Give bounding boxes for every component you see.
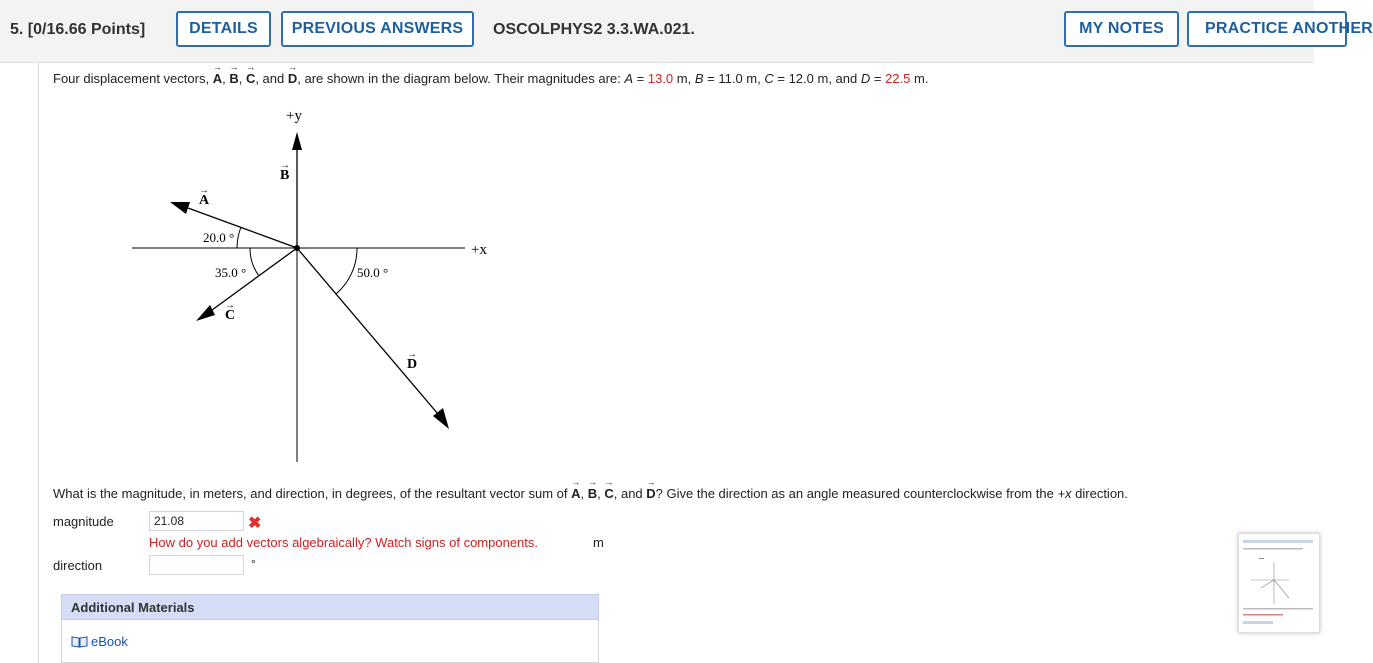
ebook-link[interactable] [71, 634, 128, 649]
question-part-2: ? Give the direction as an angle measured counterclockwise from the [655, 486, 1058, 501]
problem-statement [53, 71, 928, 86]
question-left-rule [38, 62, 39, 663]
vector-d-label-arrow: → [407, 349, 417, 360]
incorrect-icon: ✖ [248, 515, 262, 532]
direction-label: direction [53, 558, 103, 573]
magnitude-b-value: 11.0 [718, 71, 743, 86]
vector-b-label-arrow: → [280, 160, 290, 171]
vector-b-label: B [280, 168, 290, 183]
question-text [53, 486, 1128, 501]
vector-a-label: A [199, 193, 210, 208]
additional-materials-panel [61, 619, 599, 663]
magnitude-a-value: 13.0 [647, 71, 674, 86]
question-part-3: direction. [1071, 486, 1128, 501]
angle-d-label: 50.0 ° [357, 265, 389, 280]
angle-c-arc [250, 248, 259, 276]
magnitude-unit: m [593, 535, 604, 550]
question-points-label: 5. [0/16.66 Points] [10, 21, 146, 38]
vector-c-label-arrow: → [225, 300, 235, 311]
prompt-separator: , [222, 71, 230, 86]
prompt-end: m. [910, 71, 929, 86]
previous-answers-button[interactable]: PREVIOUS ANSWERS [281, 11, 474, 47]
vector-b-symbol: → B [229, 71, 238, 86]
vector-diagram [120, 100, 500, 465]
equals-sign: = [703, 71, 719, 86]
vector-b-arrowhead [292, 132, 302, 150]
feedback-hint: How do you add vectors algebraically? Watch signs of components. [149, 535, 538, 550]
page-thumbnail-preview[interactable] [1238, 533, 1320, 633]
question-header [0, 0, 1373, 63]
vector-a-arrowhead [170, 202, 190, 214]
direction-input[interactable] [149, 555, 244, 575]
equals-sign: = [633, 71, 648, 86]
magnitude-d-symbol: D [860, 71, 871, 86]
ebook-label: eBook [91, 634, 128, 649]
thumbnail-image [1239, 534, 1317, 630]
magnitude-input[interactable] [149, 511, 244, 531]
prompt-middle: , are shown in the diagram below. Their magnitudes are: [297, 71, 625, 86]
question-x-direction: +x [1057, 486, 1072, 501]
vector-a-label-arrow: → [199, 185, 209, 196]
prompt-unit-b: m, [673, 71, 695, 86]
x-axis-label: +x [471, 242, 487, 258]
prompt-unit-c: m, [742, 71, 765, 86]
vector-b-symbol: → B [588, 486, 597, 501]
prompt-intro: Four displacement vectors, [53, 71, 213, 86]
y-axis-label: +y [286, 108, 302, 124]
angle-c-label: 35.0 ° [215, 265, 247, 280]
vector-a-symbol: → A [213, 71, 222, 86]
prompt-separator: , [238, 71, 246, 86]
question-separator: , [597, 486, 605, 501]
magnitude-c-value: 12.0 [788, 71, 814, 86]
book-icon [71, 635, 88, 648]
magnitude-b-symbol: B [694, 71, 704, 86]
vector-c-label: C [225, 308, 236, 323]
magnitude-c-symbol: C [764, 71, 774, 86]
magnitude-label: magnitude [53, 514, 114, 529]
question-id: OSCOLPHYS2 3.3.WA.021. [493, 21, 695, 38]
vector-d-label: D [407, 357, 418, 372]
vector-c-symbol: → C [604, 486, 613, 501]
vector-c-arrowhead [196, 305, 215, 321]
direction-unit: ° [251, 557, 256, 571]
question-separator: , [580, 486, 588, 501]
vector-a-symbol: → A [571, 486, 580, 501]
details-button[interactable]: DETAILS [176, 11, 271, 47]
vector-d-symbol: → D [646, 486, 655, 501]
vector-c-symbol: → C [246, 71, 255, 86]
question-part-1: What is the magnitude, in meters, and direction, in degrees, of the resultant vector sum of [53, 486, 572, 501]
prompt-and: , and [255, 71, 288, 86]
angle-d-arc [336, 248, 357, 294]
equals-sign: = [773, 71, 789, 86]
origin-point [294, 245, 300, 251]
angle-a-label: 20.0 ° [203, 230, 235, 245]
my-notes-button[interactable]: MY NOTES [1064, 11, 1179, 47]
equals-sign: = [870, 71, 886, 86]
practice-another-button[interactable]: PRACTICE ANOTHER [1187, 11, 1347, 47]
vector-d-symbol: → D [288, 71, 297, 86]
prompt-unit-and: m, and [813, 71, 861, 86]
additional-materials-header: Additional Materials [61, 594, 599, 620]
angle-a-arc [237, 227, 241, 248]
question-and: , and [613, 486, 647, 501]
magnitude-d-value: 22.5 [885, 71, 911, 86]
magnitude-a-symbol: A [624, 71, 634, 86]
